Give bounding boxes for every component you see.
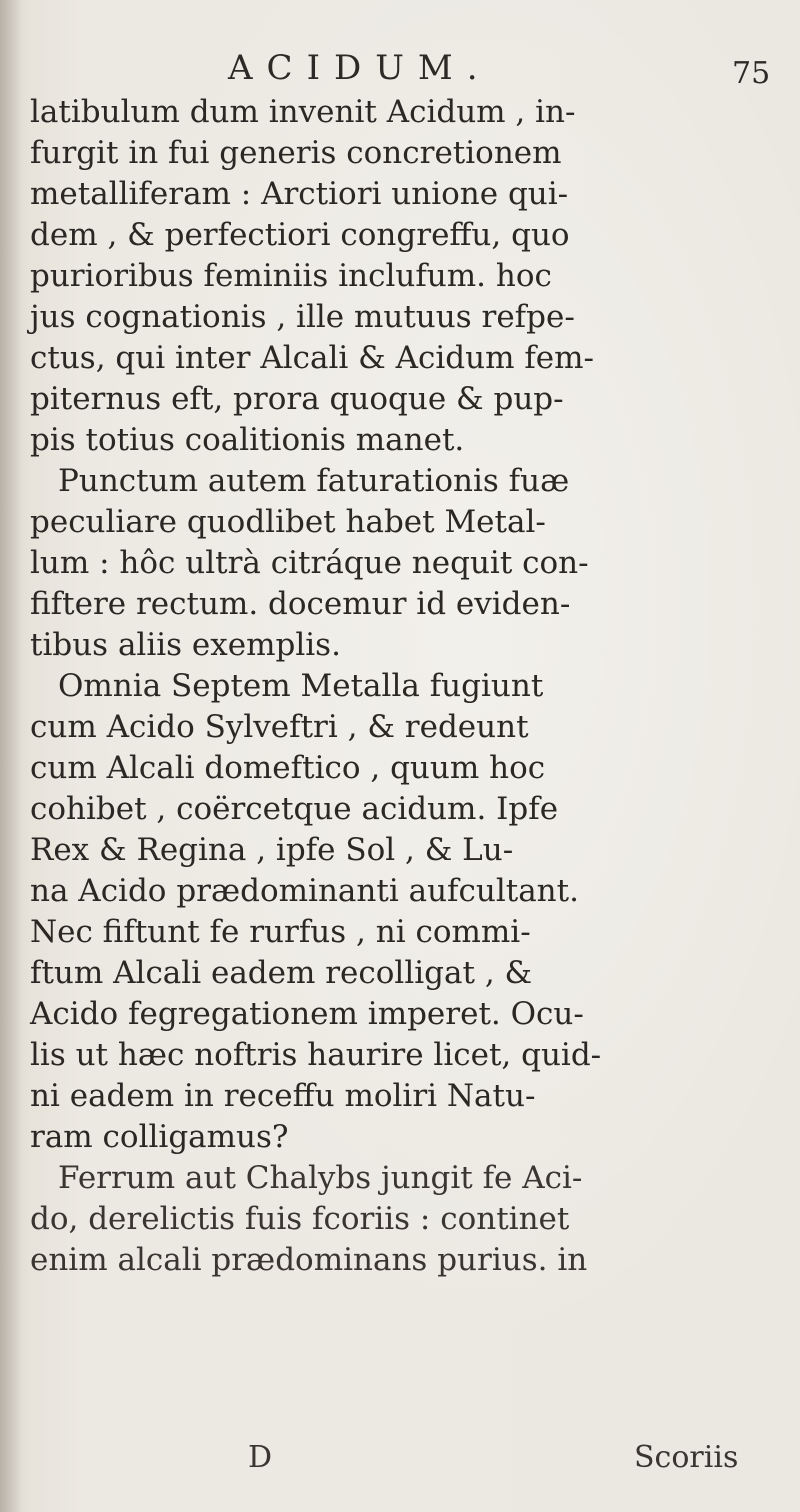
signature-mark: D — [248, 1440, 273, 1475]
text-line: tibus aliis exemplis. — [30, 627, 341, 663]
running-head — [0, 48, 800, 91]
text-line: Acido fegregationem imperet. Ocu- — [30, 996, 584, 1032]
text-line: cum Acido Sylveftri , & redeunt — [30, 709, 529, 745]
text-line: purioribus feminiis inclufum. hoc — [30, 258, 552, 294]
text-line: ni eadem in receffu moliri Natu- — [30, 1078, 536, 1114]
text-line: piternus eft, prora quoque & pup- — [30, 381, 564, 417]
running-title: ACIDUM. — [228, 48, 492, 88]
text-line: ctus, qui inter Alcali & Acidum fem- — [30, 340, 595, 376]
text-line: lum : hôc ultrà citráque nequit con- — [30, 545, 589, 581]
text-line: metalliferam : Arctiori unione qui- — [30, 176, 569, 212]
text-line: Nec fiftunt fe rurfus , ni commi- — [30, 914, 531, 950]
text-line: fiftere rectum. docemur id eviden- — [30, 586, 571, 622]
gutter-shadow — [0, 0, 22, 1512]
text-line: Rex & Regina , ipfe Sol , & Lu- — [30, 832, 514, 868]
body-text — [30, 92, 782, 1281]
text-line: dem , & perfectiori congreffu, quo — [30, 217, 570, 253]
text-line: do, derelictis fuis fcoriis : continet — [30, 1201, 570, 1237]
catchword: Scoriis — [634, 1440, 739, 1475]
text-line: latibulum dum invenit Acidum , in- — [30, 94, 576, 130]
text-line: cum Alcali domeftico , quum hoc — [30, 750, 546, 786]
text-line: enim alcali prædominans purius. in — [30, 1242, 588, 1278]
text-line: peculiare quodlibet habet Metal- — [30, 504, 546, 540]
text-line: jus cognationis , ille mutuus refpe- — [30, 299, 575, 335]
page-number: 75 — [732, 56, 771, 91]
text-line: cohibet , coërcetque acidum. Ipfe — [30, 791, 559, 827]
text-line: na Acido prædominanti aufcultant. — [30, 873, 579, 909]
text-line: ram colligamus? — [30, 1119, 289, 1155]
text-line: furgit in fui generis concretionem — [30, 135, 562, 171]
text-line: lis ut hæc noftris haurire licet, quid- — [30, 1037, 602, 1073]
paragraph-start-line: Omnia Septem Metalla fugiunt — [58, 668, 544, 704]
paragraph-start-line: Ferrum aut Chalybs jungit fe Aci- — [58, 1160, 583, 1196]
text-line: ftum Alcali eadem recolligat , & — [30, 955, 533, 991]
page-footer — [0, 1440, 800, 1480]
text-line: pis totius coalitionis manet. — [30, 422, 465, 458]
paragraph-start-line: Punctum autem faturationis fuæ — [58, 463, 570, 499]
